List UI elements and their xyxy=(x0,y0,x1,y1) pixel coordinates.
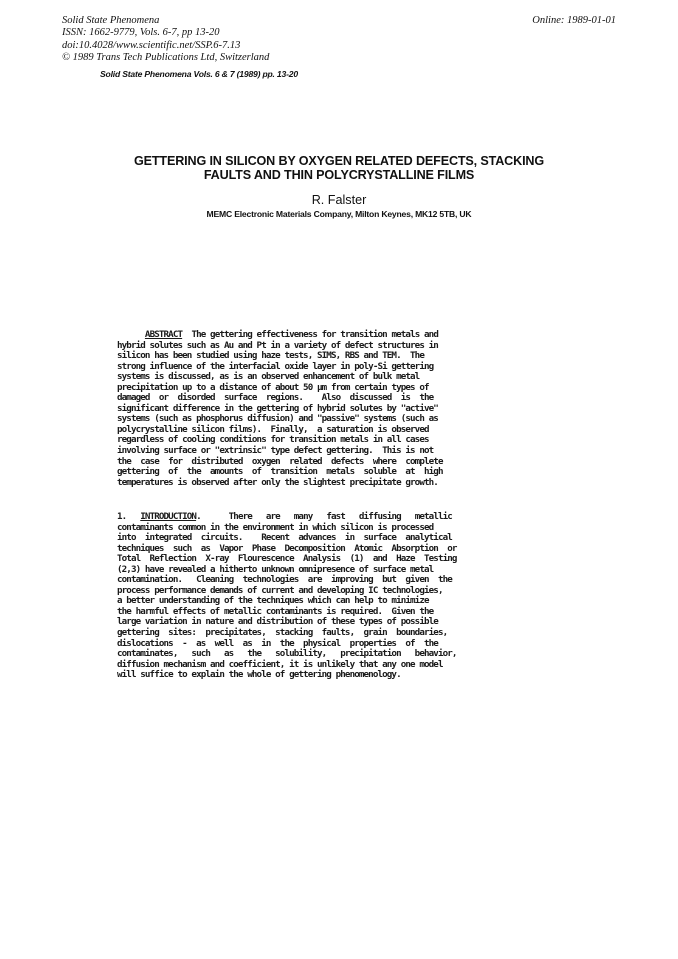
abstract-line: regardless of cooling conditions for transition metals in all cases xyxy=(117,434,429,446)
abstract-line: damaged or disorded surface regions. Also discussed is the xyxy=(117,392,434,404)
abstract-line: temperatures is observed after only the slightest precipitate growth. xyxy=(117,476,438,488)
introduction-first-line-text: . There are many fast diffusing metallic xyxy=(196,511,452,522)
abstract-line: polycrystalline silicon films). Finally, a saturation is observed xyxy=(117,423,429,435)
introduction-line: into integrated circuits. Recent advances in surface analytical xyxy=(117,532,452,544)
introduction-first-line xyxy=(117,512,517,523)
introduction-line: process performance demands of current and developing IC technologies, xyxy=(117,584,443,596)
introduction-line: contaminates, such as the solubility, precipitation behavior, xyxy=(117,648,457,660)
introduction-line: (2,3) have revealed a hitherto unknown omnipresence of surface metal xyxy=(117,563,434,575)
abstract-line: silicon has been studied using haze tests, SIMS, RBS and TEM. The xyxy=(117,350,424,362)
citation-issn: ISSN: 1662-9779, Vols. 6-7, pp 13-20 xyxy=(62,27,220,39)
introduction-section xyxy=(117,512,517,681)
abstract-line: systems is discussed, as is an observed enhancement of bulk metal xyxy=(117,371,420,383)
abstract-line: strong influence of the interfacial oxide layer in poly-Si gettering xyxy=(117,360,434,372)
introduction-heading: INTRODUCTION xyxy=(140,511,197,522)
abstract-line: involving surface or "extrinsic" type defect gettering. This is not xyxy=(117,445,434,457)
author-affiliation: MEMC Electronic Materials Company, Milton Keynes, MK12 5TB, UK xyxy=(206,209,472,219)
section-number: 1. xyxy=(117,511,141,522)
author-name: R. Falster xyxy=(311,193,367,207)
introduction-line: techniques such as Vapor Phase Decomposition Atomic Absorption or xyxy=(117,542,457,554)
citation-doi[interactable]: doi:10.4028/www.scientific.net/SSP.6-7.13 xyxy=(62,39,241,51)
title-line: FAULTS AND THIN POLYCRYSTALLINE FILMS xyxy=(203,168,475,182)
introduction-line: gettering sites: precipitates, stacking faults, grain boundaries, xyxy=(117,627,448,639)
citation-copyright: © 1989 Trans Tech Publications Ltd, Switzerland xyxy=(62,52,270,64)
abstract-line: significant difference in the gettering of hybrid solutes by "active" xyxy=(117,402,438,414)
title-line: GETTERING IN SILICON BY OXYGEN RELATED DEFECTS, STACKING xyxy=(133,154,545,168)
abstract-line: precipitation up to a distance of about 50 µm from certain types of xyxy=(117,381,429,393)
abstract-line: the case for distributed oxygen related defects where complete xyxy=(117,455,443,467)
abstract-line: gettering of the amounts of transition metals soluble at high xyxy=(117,466,443,478)
abstract-line: systems (such as phosphorus diffusion) and "passive" systems (such as xyxy=(117,413,438,425)
introduction-line: contamination. Cleaning technologies are improving but given the xyxy=(117,574,452,586)
introduction-line: large variation in nature and distribution of these types of possible xyxy=(117,616,438,628)
abstract-line: hybrid solutes such as Au and Pt in a variety of defect structures in xyxy=(117,339,438,351)
introduction-line: diffusion mechanism and coefficient, it is unlikely that any one model xyxy=(117,658,443,670)
introduction-line: contaminants common in the environment in which silicon is processed xyxy=(117,521,434,533)
abstract-section xyxy=(117,330,517,488)
citation-block xyxy=(62,15,269,65)
abstract-heading: ABSTRACT xyxy=(144,329,183,340)
abstract-first-line-text: The gettering effectiveness for transition metals and xyxy=(182,329,438,340)
introduction-line: a better understanding of the techniques which can help to minimize xyxy=(117,595,429,607)
online-date: Online: 1989-01-01 xyxy=(532,15,616,26)
introduction-line: Total Reflection X-ray Flourescence Analysis (1) and Haze Testing xyxy=(117,553,457,565)
introduction-line: will suffice to explain the whole of gettering phenomenology. xyxy=(117,669,401,681)
citation-journal: Solid State Phenomena xyxy=(62,15,160,26)
introduction-line: dislocations - as well as in the physical properties of the xyxy=(117,637,438,649)
abstract-first-line xyxy=(117,330,517,341)
paper-title xyxy=(60,154,618,182)
introduction-line: the harmful effects of metallic contaminants is required. Given the xyxy=(117,605,434,617)
journal-reference: Solid State Phenomena Vols. 6 & 7 (1989) pp. 13-20 xyxy=(100,69,298,79)
